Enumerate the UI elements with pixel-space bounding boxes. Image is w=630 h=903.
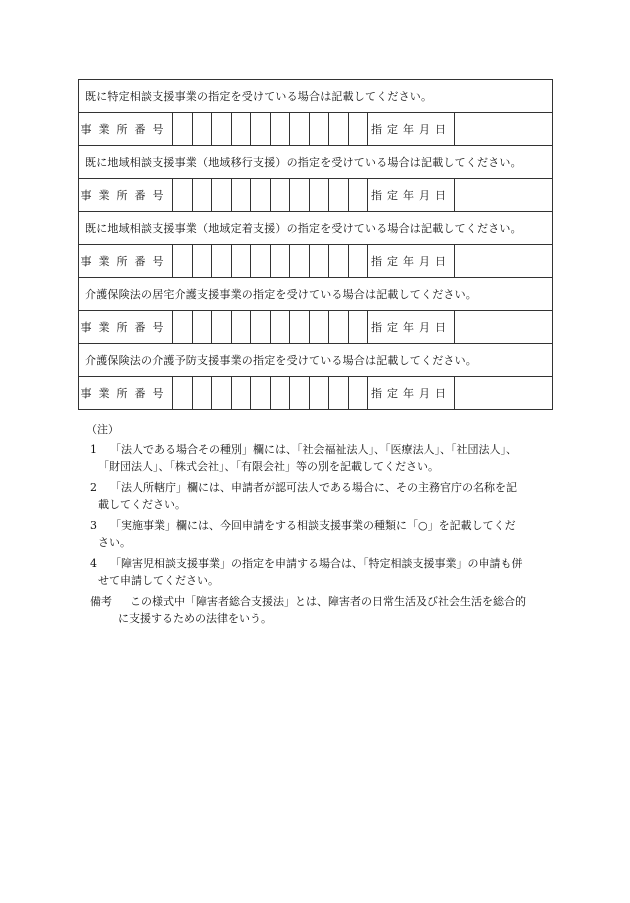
office-number-digit-cell[interactable] [309,113,329,146]
section-field-row [79,311,553,344]
office-number-digit-cell[interactable] [348,377,368,410]
section-header-row [79,278,553,311]
note-item [78,441,556,475]
office-number-digit-cell[interactable] [290,311,310,344]
office-number-digit-cell[interactable] [192,179,212,212]
section-header-row [79,344,553,377]
section-header-row [79,146,553,179]
remark-line [78,593,556,610]
office-number-digit-cell[interactable] [212,113,232,146]
section-header: 既に地域相談支援事業（地域定着支援）の指定を受けている場合は記載してください。 [79,212,553,245]
office-number-digit-cell[interactable] [192,245,212,278]
office-number-digit-cell[interactable] [251,113,271,146]
note-number: 4 [90,557,97,570]
office-number-label: 事業所番号 [79,377,173,410]
office-number-digit-cell[interactable] [231,311,251,344]
office-number-digit-cell[interactable] [231,245,251,278]
office-number-digit-cell[interactable] [251,179,271,212]
office-number-digit-cell[interactable] [192,377,212,410]
designation-date-field[interactable] [455,113,553,146]
office-number-digit-cell[interactable] [231,377,251,410]
section-header: 既に特定相談支援事業の指定を受けている場合は記載してください。 [79,80,553,113]
note-number: 3 [90,519,97,532]
note-item [78,479,556,513]
office-number-digit-cell[interactable] [309,311,329,344]
office-number-digit-cell[interactable] [251,377,271,410]
note-text: 「法人所轄庁」欄には、申請者が認可法人である場合に、その主務官庁の名称を記 [110,481,517,494]
note-number: 1 [90,443,97,456]
designation-date-label: 指定年月日 [368,113,455,146]
section-header-row [79,80,553,113]
note-item [78,517,556,551]
section-field-row [79,113,553,146]
designation-form-table [78,79,553,410]
office-number-digit-cell[interactable] [290,377,310,410]
section-header: 介護保険法の居宅介護支援事業の指定を受けている場合は記載してください。 [79,278,553,311]
remarks [78,593,556,627]
office-number-digit-cell[interactable] [270,311,290,344]
office-number-digit-cell[interactable] [329,245,349,278]
note-text: 「障害児相談支援事業」の指定を申請する場合は、「特定相談支援事業」の申請も併 [110,557,523,570]
note-item [78,555,556,589]
designation-date-label: 指定年月日 [368,245,455,278]
office-number-digit-cell[interactable] [192,311,212,344]
office-number-digit-cell[interactable] [290,113,310,146]
section-header: 介護保険法の介護予防支援事業の指定を受けている場合は記載してください。 [79,344,553,377]
office-number-digit-cell[interactable] [270,377,290,410]
office-number-digit-cell[interactable] [173,113,193,146]
remark-label: 備考 [90,595,112,608]
designation-date-field[interactable] [455,311,553,344]
office-number-digit-cell[interactable] [270,113,290,146]
section-header: 既に地域相談支援事業（地域移行支援）の指定を受けている場合は記載してください。 [79,146,553,179]
note-number: 2 [90,481,97,494]
office-number-digit-cell[interactable] [329,311,349,344]
notes-heading: （注） [86,423,119,436]
office-number-digit-cell[interactable] [329,377,349,410]
office-number-digit-cell[interactable] [231,113,251,146]
office-number-digit-cell[interactable] [270,245,290,278]
office-number-digit-cell[interactable] [251,245,271,278]
office-number-digit-cell[interactable] [173,377,193,410]
form-body [79,80,553,410]
remark-text: この様式中「障害者総合支援法」とは、障害者の日常生活及び社会生活を総合的 [130,595,526,608]
designation-date-field[interactable] [455,245,553,278]
designation-date-label: 指定年月日 [368,311,455,344]
note-text: 「実施事業」欄には、今回申請をする相談支援事業の種類に「○」を記載してくだ [110,519,516,532]
office-number-digit-cell[interactable] [329,179,349,212]
note-text: 「法人である場合その種別」欄には、「社会福祉法人」、「医療法人」、「社団法人」、 [110,443,517,456]
office-number-digit-cell[interactable] [290,245,310,278]
office-number-digit-cell[interactable] [212,311,232,344]
office-number-digit-cell[interactable] [192,113,212,146]
office-number-label: 事業所番号 [79,179,173,212]
section-field-row [79,377,553,410]
office-number-digit-cell[interactable] [348,311,368,344]
notes-section [78,421,556,627]
note-line [78,555,556,572]
note-line: さい。 [98,536,131,549]
office-number-digit-cell[interactable] [309,179,329,212]
office-number-digit-cell[interactable] [348,179,368,212]
note-line [78,517,556,534]
note-line [78,441,556,458]
office-number-digit-cell[interactable] [270,179,290,212]
note-line: せて申請してください。 [98,574,219,587]
office-number-label: 事業所番号 [79,245,173,278]
office-number-digit-cell[interactable] [251,311,271,344]
office-number-digit-cell[interactable] [309,377,329,410]
designation-date-field[interactable] [455,179,553,212]
designation-date-field[interactable] [455,377,553,410]
office-number-digit-cell[interactable] [212,377,232,410]
section-field-row [79,179,553,212]
office-number-digit-cell[interactable] [173,179,193,212]
designation-date-label: 指定年月日 [368,179,455,212]
notes-list [78,441,556,589]
note-line: 載してください。 [98,498,186,511]
office-number-label: 事業所番号 [79,113,173,146]
office-number-digit-cell[interactable] [231,179,251,212]
office-number-digit-cell[interactable] [173,311,193,344]
note-line [78,479,556,496]
office-number-label: 事業所番号 [79,311,173,344]
office-number-digit-cell[interactable] [212,179,232,212]
office-number-digit-cell[interactable] [173,245,193,278]
office-number-digit-cell[interactable] [348,245,368,278]
section-field-row [79,245,553,278]
office-number-digit-cell[interactable] [348,113,368,146]
section-header-row [79,212,553,245]
note-line: 「財団法人」、「株式会社」、「有限会社」等の別を記載してください。 [98,460,439,473]
office-number-digit-cell[interactable] [290,179,310,212]
designation-date-label: 指定年月日 [368,377,455,410]
remark-line: に支援するための法律をいう。 [118,612,272,625]
office-number-digit-cell[interactable] [309,245,329,278]
office-number-digit-cell[interactable] [329,113,349,146]
office-number-digit-cell[interactable] [212,245,232,278]
